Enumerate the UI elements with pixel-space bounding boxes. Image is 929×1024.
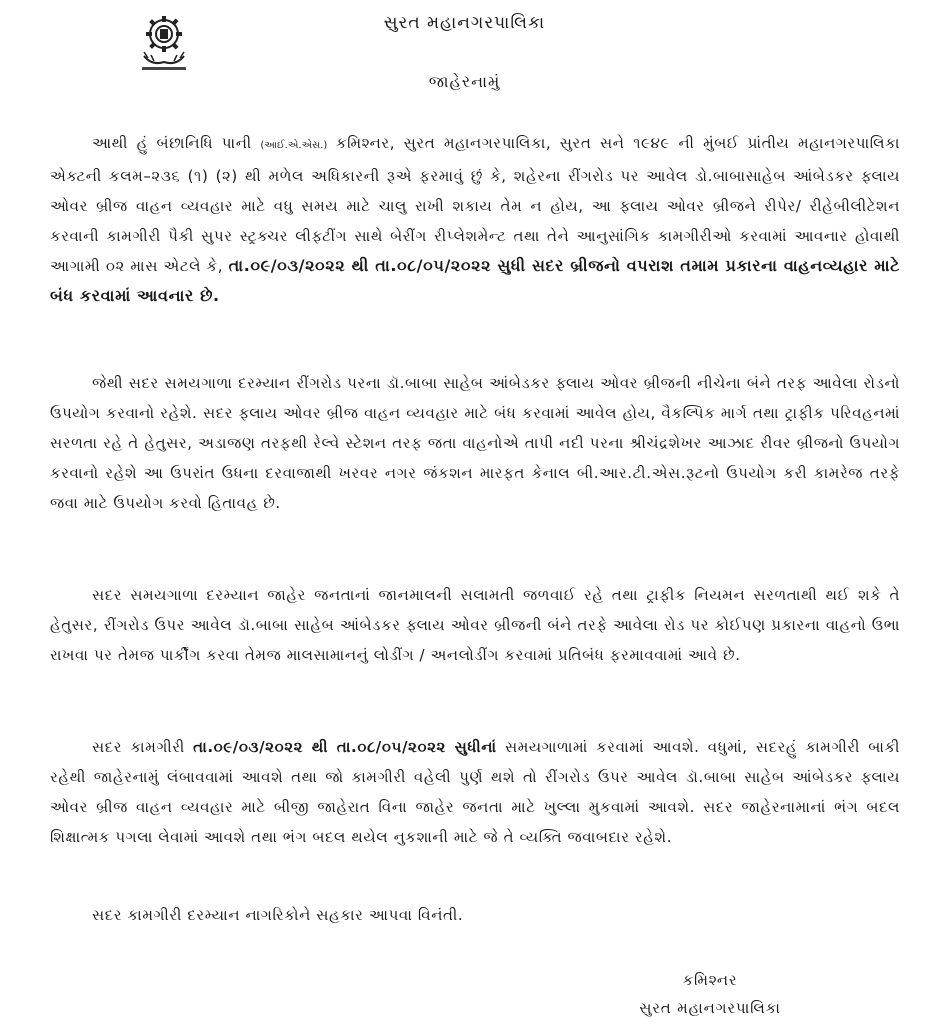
paragraph-1-text-b: કમિશ્નર, સુરત મહાનગરપાલિકા, સુરત સને ૧૯૪૯ ની મુંબઈ પ્રાંતીય મહાનગરપાલિકા એક્ટની કલમ–૨૩૬ (૧) (૨) થી મળેલ અધિકારની રૂએ ફરમાવું છું કે, શહેરના રીંગરોડ પર આવેલ ડો.બાબાસાહેબ આંબેડકર ફ્લાય ઓવર બ્રીજ વાહન વ્યવહાર માટે વધુ સમય માટે ચાલુ રાખી શકાય તેમ ન હોય, આ ફ્લાય ઓવર બ્રીજને રીપેર/ રીહેબીલીટેશન કરવાની કામગીરી પૈકી સુપર સ્ટ્રક્ચર લીફ્ટીંગ સાથે બેરીંગ રીપ્લેશમેન્ટ તથા તેને આનુસાંગિક કામગીરીઓ કરવામાં આવનાર હોવાથી આગામી ૦૨ માસ એટલે કે, <box>50 134 900 275</box>
work-dates-bold: તા.૦૯/૦૩/૨૦૨૨ થી તા.૦૮/૦૫/૨૦૨૨ સુધીનાં <box>193 738 497 756</box>
paragraph-3-text: સદર સમયગાળા દરમ્યાન જાહેર જનતાનાં જાનમાલની સલામતી જળવાઈ રહે તથા ટ્રાફીક નિયમન સરળતાથી થઈ શકે તે હેતુસર, રીંગરોડ ઉપર આવેલ ડૉ.બાબા સાહેબ આંબેડકર ફ્લાય ઓવર બ્રીજની બંને તરફે આવેલા રોડ પર કોઈપણ પ્રકારના વાહનો ઉભા રાખવા પર તેમજ પાર્કીંગ કરવા તેમજ માલસામાનનું લોડીંગ / અનલોડીંગ કરવામાં પ્રતિબંધ ફરમાવવામાં આવે છે. <box>50 586 900 664</box>
signature-organization: સુરત મહાનગરપાલિકા <box>639 999 781 1017</box>
paragraph-5 <box>50 900 900 930</box>
paragraph-4-text-a: સદર કામગીરી <box>92 738 185 756</box>
designation-ias: (આઈ.એ.એસ.) <box>260 140 328 151</box>
paragraph-1-text-a: આથી હું બંછાનિધિ પાની <box>92 134 252 152</box>
closure-dates-bold: તા.૦૯/૦૩/૨૦૨૨ થી તા.૦૮/૦૫/૨૦૨૨ સુધી સદર બ્રીજનો વપરાશ તમામ પ્રકારના વાહનવ્યહાર માટે બંધ કરવામાં આવનાર છે. <box>50 256 900 305</box>
paragraph-5-text: સદર કામગીરી દરમ્યાન નાગરિકોને સહકાર આપવા વિનંતી. <box>92 906 464 924</box>
paragraph-2-text: જેથી સદર સમયગાળા દરમ્યાન રીંગરોડ પરના ડૉ.બાબા સાહેબ આંબેડકર ફ્લાય ઓવર બ્રીજની નીચેના બંને તરફ આવેલા રોડનો ઉપયોગ કરવાનો રહેશે. સદર ફ્લાય ઓવર બ્રીજ વાહન વ્યવહાર માટે બંધ કરવામાં આવેલ હોય, વૈકલ્પિક માર્ગ તથા ટ્રાફીક પરિવહનમાં સરળતા રહે તે હેતુસર, અડાજણ તરફથી રેલ્વે સ્ટેશન તરફ જતા વાહનોએ તાપી નદી પરના શ્રીચંદ્રશેખર આઝાદ રીવર બ્રીજનો ઉપયોગ કરવાનો રહેશે આ ઉપરાંત ઉધના દરવાજાથી ખરવર નગર જંકશન મારફત કેનાલ બી.આર.ટી.એસ.રૂટનો ઉપયોગ કરી કામરેજ તરફે જવા માટે ઉપયોગ કરવો હિતાવહ છે. <box>50 374 900 512</box>
signature-block <box>600 966 820 1022</box>
paragraph-4-text-b: સમયગાળામાં કરવામાં આવશે. વધુમાં, સદરહું કામગીરી બાકી રહેથી જાહેરનામું લંબાવવામાં આવશે તથા જો કામગીરી વહેલી પુર્ણ થશે તો રીંગરોડ ઉપર આવેલ ડૉ.બાબા સાહેબ આંબેડકર ફ્લાય ઓવર બ્રીજ વાહન વ્યવહાર માટે બીજી જાહેરાત વિના જાહેર જનતા માટે ખુલ્લા મુકવામાં આવશે. સદર જાહેરનામાનાં ભંગ બદલ શિક્ષાત્મક પગલા લેવામાં આવશે તથા ભંગ બદલ થયેલ નુકશાની માટે જે તે વ્યક્તિ જવાબદાર રહેશે. <box>50 738 901 846</box>
organization-title: સુરત મહાનગરપાલિકા <box>383 13 546 33</box>
paragraph-2 <box>50 368 900 518</box>
paragraph-4 <box>50 732 900 852</box>
notice-title: જાહેરનામું <box>428 72 501 91</box>
signature-designation: કમિશ્નર <box>682 971 738 989</box>
paragraph-3 <box>50 580 900 670</box>
paragraph-1 <box>50 128 900 311</box>
